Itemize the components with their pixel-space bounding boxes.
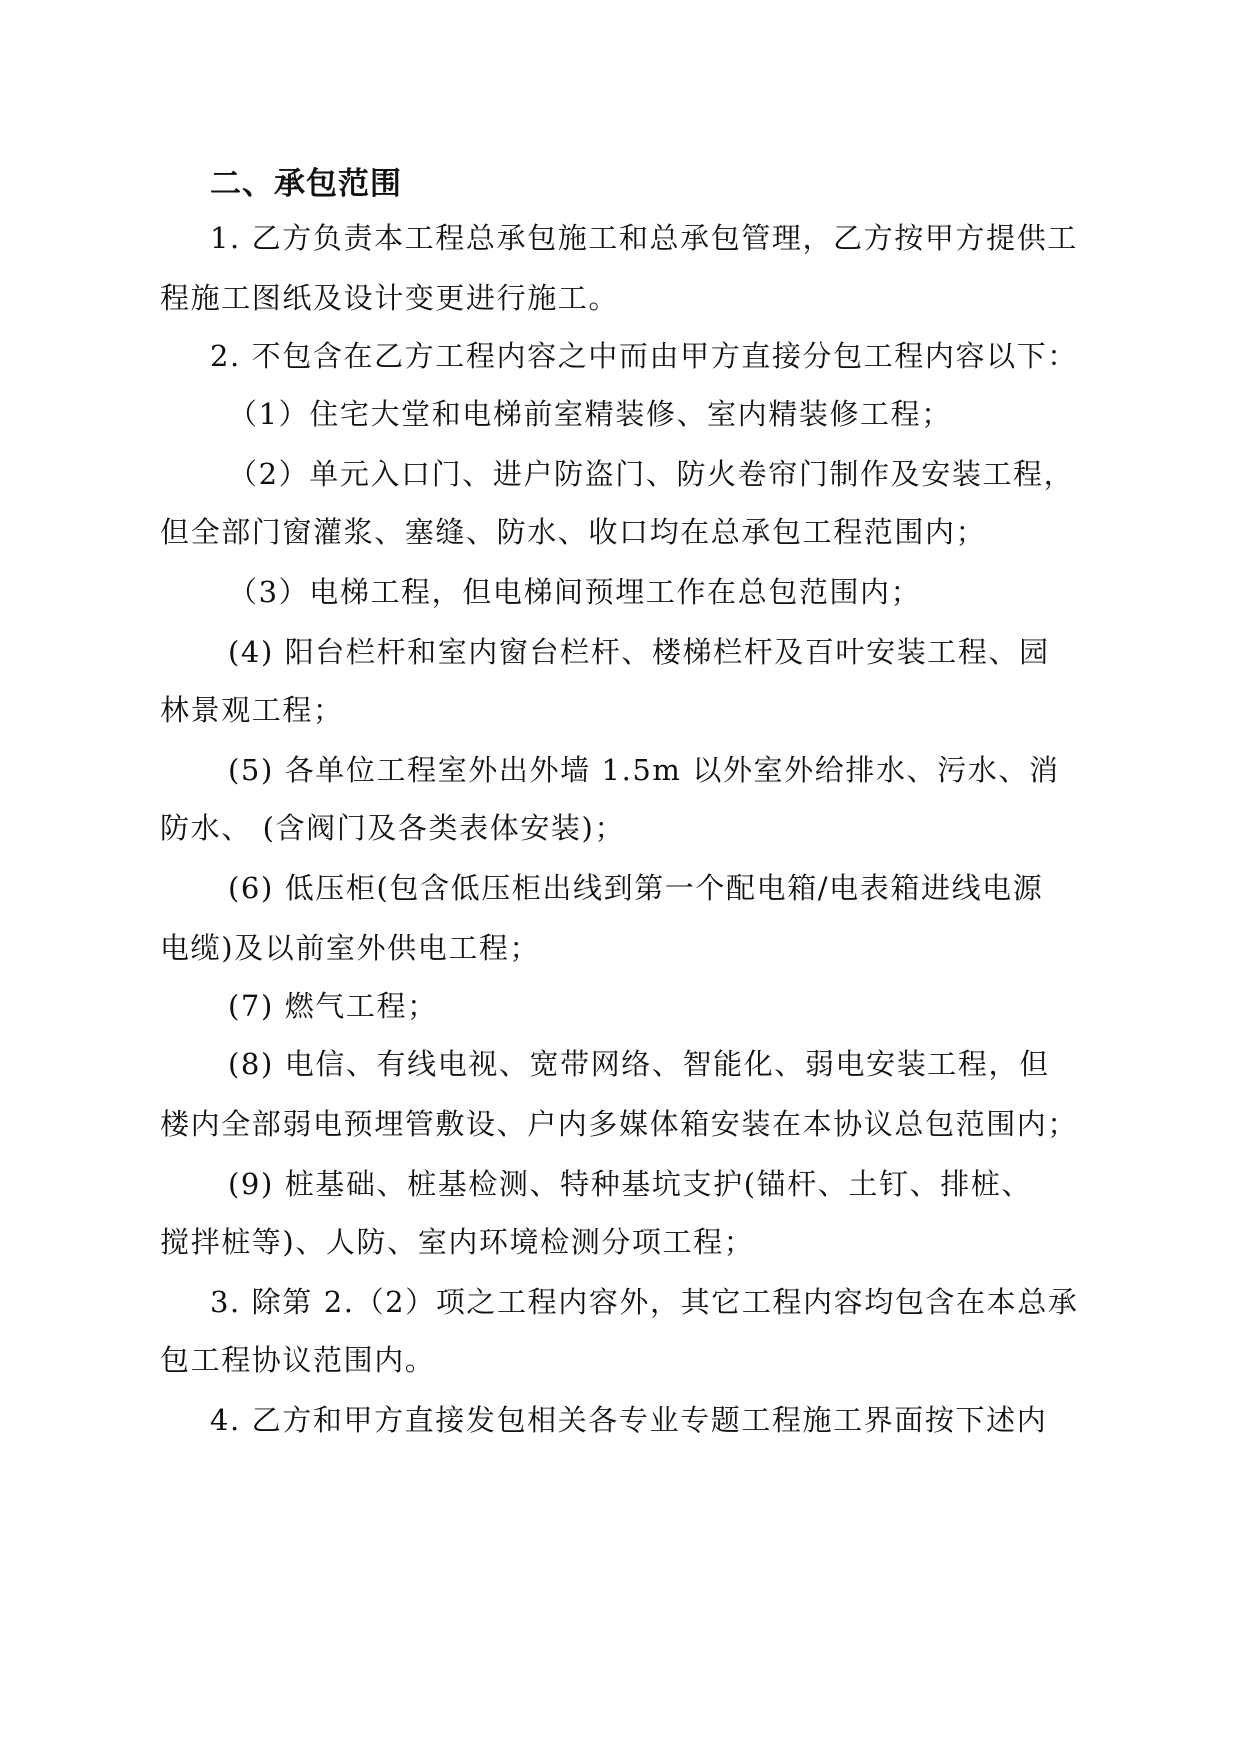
paragraph-line: 电缆)及以前室外供电工程；: [160, 931, 541, 965]
paragraph-line: (4) 阳台栏杆和室内窗台栏杆、楼梯栏杆及百叶安装工程、园: [228, 635, 1050, 669]
paragraph-line: 3. 除第 2.（2）项之工程内容外，其它工程内容均包含在本总承: [210, 1285, 1079, 1319]
paragraph-line: 防水、 (含阀门及各类表体安装)；: [160, 811, 626, 845]
paragraph-line: (8) 电信、有线电视、宽带网络、智能化、弱电安装工程，但: [228, 1047, 1050, 1081]
paragraph-line: 程施工图纸及设计变更进行施工。: [160, 281, 620, 315]
paragraph-line: 4. 乙方和甲方直接发包相关各专业专题工程施工界面按下述内: [210, 1403, 1048, 1437]
paragraph-line: (5) 各单位工程室外出外墙 1.5m 以外室外给排水、污水、消: [228, 753, 1060, 787]
paragraph-line: 林景观工程；: [160, 693, 344, 727]
paragraph-line: 1. 乙方负责本工程总承包施工和总承包管理，乙方按甲方提供工: [210, 221, 1078, 255]
paragraph-line: 2. 不包含在乙方工程内容之中而由甲方直接分包工程内容以下：: [210, 339, 1078, 373]
paragraph-line: 搅拌桩等)、人防、室内环境检测分项工程；: [160, 1225, 755, 1259]
paragraph-line: (9) 桩基础、桩基检测、特种基坑支护(锚杆、土钉、排桩、: [228, 1167, 1033, 1201]
paragraph-line: （3）电梯工程，但电梯间预埋工作在总包范围内；: [228, 575, 922, 609]
paragraph-line: (6) 低压柜(包含低压柜出线到第一个配电箱/电表箱进线电源: [228, 871, 1044, 905]
paragraph-line: (7) 燃气工程；: [228, 989, 438, 1023]
paragraph-line: （2）单元入口门、进户防盗门、防火卷帘门制作及安装工程，: [228, 457, 1075, 491]
paragraph-line: （1）住宅大堂和电梯前室精装修、室内精装修工程；: [228, 397, 952, 431]
paragraph-line: 但全部门窗灌浆、塞缝、防水、收口均在总承包工程范围内；: [160, 515, 987, 549]
paragraph-line: 楼内全部弱电预埋管敷设、户内多媒体箱安装在本协议总包范围内；: [160, 1107, 1079, 1141]
paragraph-line: 包工程协议范围内。: [160, 1343, 436, 1377]
section-heading: 二、承包范围: [210, 166, 402, 202]
